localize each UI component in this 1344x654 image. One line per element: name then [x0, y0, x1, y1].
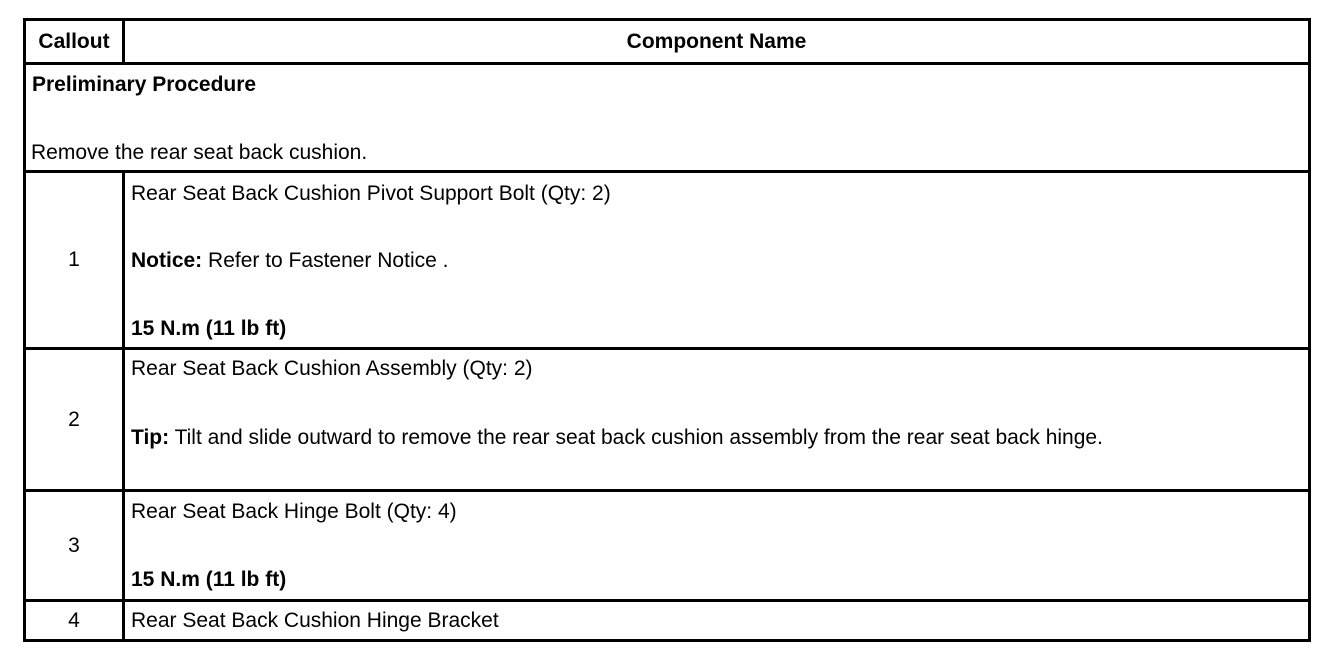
notice-text: Refer to Fastener Notice . [202, 249, 449, 272]
preliminary-title: Preliminary Procedure [32, 73, 257, 96]
row-component [125, 173, 1308, 347]
notice-line [131, 249, 448, 273]
row-callout: 1 [68, 248, 80, 271]
row-callout: 4 [68, 608, 80, 632]
torque-spec: 15 N.m (11 lb ft) [131, 568, 287, 591]
table-row [26, 347, 1308, 489]
component-name: Rear Seat Back Cushion Pivot Support Bolt (Qty: 2) [131, 182, 611, 205]
table-row [26, 489, 1308, 599]
header-callout: Callout [38, 29, 110, 53]
tip-text: Tilt and slide outward to remove the rear seat back cushion assembly from the rear seat back hinge. [169, 426, 1103, 449]
table-row [26, 170, 1308, 347]
component-table [23, 18, 1311, 642]
table-row [26, 599, 1308, 639]
row-component [125, 492, 1308, 599]
row-component [125, 602, 1308, 639]
component-name: Rear Seat Back Hinge Bolt (Qty: 4) [131, 500, 457, 523]
notice-label: Notice: [131, 249, 203, 272]
header-component-name: Component Name [626, 29, 807, 53]
preliminary-text: Remove the rear seat back cushion. [31, 141, 368, 164]
row-callout: 3 [68, 533, 80, 557]
torque-spec: 15 N.m (11 lb ft) [131, 317, 287, 340]
component-name: Rear Seat Back Cushion Assembly (Qty: 2) [131, 357, 533, 380]
component-name: Rear Seat Back Cushion Hinge Bracket [131, 609, 499, 632]
row-component [125, 350, 1308, 489]
table-header-row [26, 21, 1308, 62]
row-callout: 2 [68, 407, 80, 431]
tip-label: Tip: [131, 426, 170, 449]
preliminary-procedure-row [26, 62, 1308, 170]
tip-line [131, 426, 1103, 450]
